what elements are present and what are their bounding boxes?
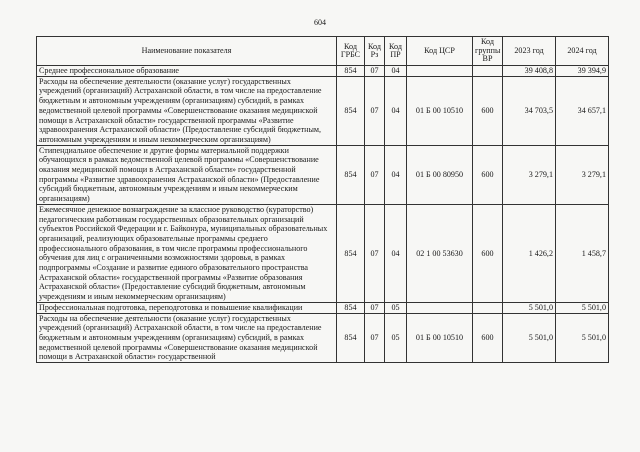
row-name: Стипендиальное обеспечение и другие формы материальной поддержки обучающихся в рамках ведомственной целевой программы «Совершенствование оказания медицинской помощи в Астраханской области» государственной программы «Развитие здравоохранения Астраханской области» (Предоставление субсидий бюджетным, автономным учреждениям и иным некоммерческим организациям) (37, 145, 337, 204)
row-vr (473, 66, 503, 77)
table-row (37, 145, 609, 204)
table-row (37, 204, 609, 302)
header-name: Наименование показателя (37, 37, 337, 66)
row-grbs: 854 (337, 145, 365, 204)
row-name: Расходы на обеспечение деятельности (оказание услуг) государственных учреждений (организаций) Астраханской области, в том числе на предоставление бюджетным и автономным учреждениям (организациям) субсидий, в рамках ведомственной целевой программы «Совершенствование оказания медицинской помощи в Астраханской области» государственной программы «Развитие здравоохранения Астраханской области» (Предоставление субсидий бюджетным, автономным учреждениям и иным некоммерческим организациям) (37, 76, 337, 145)
row-csr: 02 1 00 53630 (407, 204, 473, 302)
row-2023: 5 501,0 (503, 313, 556, 363)
row-csr: 01 Б 00 10510 (407, 313, 473, 363)
row-vr: 600 (473, 204, 503, 302)
row-2023: 39 408,8 (503, 66, 556, 77)
row-csr (407, 66, 473, 77)
row-pr: 04 (385, 76, 407, 145)
row-pr: 05 (385, 313, 407, 363)
row-rz: 07 (365, 204, 385, 302)
row-grbs: 854 (337, 204, 365, 302)
row-2024: 5 501,0 (556, 302, 609, 313)
page-number: 604 (314, 18, 326, 27)
row-rz: 07 (365, 76, 385, 145)
row-vr: 600 (473, 145, 503, 204)
row-csr: 01 Б 00 10510 (407, 76, 473, 145)
row-2023: 5 501,0 (503, 302, 556, 313)
row-rz: 07 (365, 302, 385, 313)
table-row (37, 76, 609, 145)
header-grbs: Код ГРБС (337, 37, 365, 66)
row-vr: 600 (473, 76, 503, 145)
row-pr: 04 (385, 66, 407, 77)
row-rz: 07 (365, 66, 385, 77)
row-2024: 1 458,7 (556, 204, 609, 302)
row-2024: 3 279,1 (556, 145, 609, 204)
row-2023: 34 703,5 (503, 76, 556, 145)
header-pr: Код ПР (385, 37, 407, 66)
row-pr: 04 (385, 204, 407, 302)
header-csr: Код ЦСР (407, 37, 473, 66)
row-pr: 04 (385, 145, 407, 204)
table-row (37, 313, 609, 363)
row-name: Расходы на обеспечение деятельности (оказание услуг) государственных учреждений (организаций) Астраханской области, в том числе на предоставление бюджетным и автономным учреждениям (организациям) субсидий, в рамках ведомственной целевой программы «Совершенствование оказания медицинской помощи в Астраханской области» государственной (37, 313, 337, 363)
row-2024: 34 657,1 (556, 76, 609, 145)
row-2024: 5 501,0 (556, 313, 609, 363)
header-2024: 2024 год (556, 37, 609, 66)
row-2023: 1 426,2 (503, 204, 556, 302)
header-rz: Код Рз (365, 37, 385, 66)
row-grbs: 854 (337, 313, 365, 363)
row-2024: 39 394,9 (556, 66, 609, 77)
row-csr: 01 Б 00 80950 (407, 145, 473, 204)
header-2023: 2023 год (503, 37, 556, 66)
table-row (37, 66, 609, 77)
row-grbs: 854 (337, 76, 365, 145)
row-rz: 07 (365, 313, 385, 363)
row-vr (473, 302, 503, 313)
row-grbs: 854 (337, 302, 365, 313)
budget-table (36, 36, 609, 363)
table-row (37, 302, 609, 313)
row-pr: 05 (385, 302, 407, 313)
row-grbs: 854 (337, 66, 365, 77)
row-name: Среднее профессиональное образование (37, 66, 337, 77)
row-name: Профессиональная подготовка, переподготовка и повышение квалификации (37, 302, 337, 313)
row-rz: 07 (365, 145, 385, 204)
row-vr: 600 (473, 313, 503, 363)
row-csr (407, 302, 473, 313)
header-vr: Код группы ВР (473, 37, 503, 66)
table-header-row (37, 37, 609, 66)
row-name: Ежемесячное денежное вознаграждение за классное руководство (кураторство) педагогическим работникам государственных образовательных организаций субъектов Российской Федерации и г. Байконура, муниципальных образовательных организаций, реализующих образовательные программы среднего профессионального образования, в том числе программы профессионального обучения для лиц с ограниченными возможностями здоровья, в рамках подпрограммы «Создание и развитие единого образовательного пространства Астраханской области» государственной программы «Развитие образования Астраханской области» (Предоставление субсидий бюджетным, автономным учреждениям и иным некоммерческим организациям) (37, 204, 337, 302)
row-2023: 3 279,1 (503, 145, 556, 204)
